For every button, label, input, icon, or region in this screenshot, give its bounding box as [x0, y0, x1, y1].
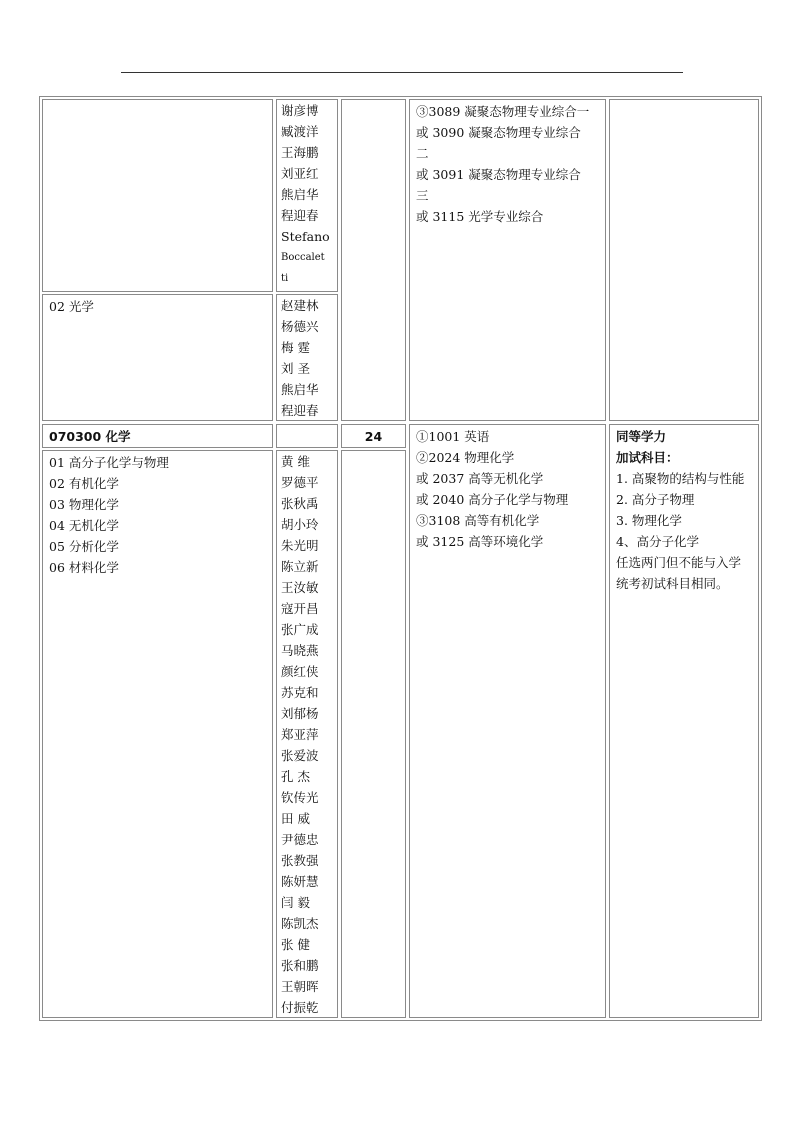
- exam-line: 或 3125 高等环境化学: [416, 534, 544, 549]
- direction-label: 02 有机化学: [49, 476, 119, 491]
- exam-line: 或 3091 凝聚态物理专业综合: [416, 167, 581, 182]
- supervisor-cell-b: [276, 294, 338, 421]
- exam-line: 或 3090 凝聚态物理专业综合: [416, 125, 581, 140]
- supervisor-name: 熊启华: [281, 187, 319, 202]
- supervisor-name: 王海鹏: [281, 145, 319, 160]
- supervisor-name: 赵建林: [281, 298, 319, 313]
- direction-label: 01 高分子化学与物理: [49, 455, 169, 470]
- supervisor-name: 梅 霆: [281, 340, 310, 355]
- remarks-item: 3. 物理化学: [616, 513, 682, 528]
- supervisor-name: 刘郁杨: [281, 706, 319, 721]
- exam-line: ③3089 凝聚态物理专业综合一: [416, 104, 590, 119]
- supervisor-name: 寇开昌: [281, 601, 319, 616]
- supervisor-name: Stefano: [281, 229, 330, 244]
- remarks-item: 2. 高分子物理: [616, 492, 695, 507]
- supervisor-name: 臧渡洋: [281, 124, 319, 139]
- exam-line: ①1001 英语: [416, 429, 490, 444]
- remarks-subtitle: 加试科目：: [616, 450, 679, 465]
- direction-label: 02 光学: [49, 299, 94, 314]
- supervisor-name: 张广成: [281, 622, 319, 637]
- supervisor-name: 程迎春: [281, 208, 319, 223]
- quota-body-empty: [341, 450, 406, 1018]
- supervisor-name: 颜红侠: [281, 664, 319, 679]
- direction-label: 03 物理化学: [49, 497, 119, 512]
- remarks-item: 4、高分子化学: [616, 534, 699, 549]
- exam-cell-c: [409, 424, 606, 1018]
- supervisor-name: 程迎春: [281, 403, 319, 418]
- supervisor-name: 刘亚红: [281, 166, 319, 181]
- supervisor-name: 王汝敏: [281, 580, 319, 595]
- direction-label: 04 无机化学: [49, 518, 119, 533]
- direction-cell-chem: [42, 450, 273, 1018]
- top-rule: [121, 72, 683, 73]
- supervisor-name: 熊启华: [281, 382, 319, 397]
- supervisor-name: 张教强: [281, 853, 319, 868]
- supervisor-name: 罗德平: [281, 475, 319, 490]
- supervisor-name: 张 健: [281, 937, 310, 952]
- remarks-item: 任选两门但不能与入学统考初试科目相同。: [616, 555, 742, 591]
- supervisor-name: 朱光明: [281, 538, 319, 553]
- supervisor-name: 胡小玲: [281, 517, 319, 532]
- supervisor-header-empty: [276, 424, 338, 448]
- program-title-cell: [42, 424, 273, 448]
- supervisor-name: 谢彦博: [281, 103, 319, 118]
- exam-line: ②2024 物理化学: [416, 450, 515, 465]
- supervisor-name: 杨德兴: [281, 319, 319, 334]
- direction-cell-optics: [42, 294, 273, 421]
- supervisor-name: 钦传光: [281, 790, 319, 805]
- exam-line: 或 3115 光学专业综合: [416, 209, 544, 224]
- direction-cell-empty: [42, 99, 273, 292]
- supervisor-cell-c: [276, 450, 338, 1018]
- supervisor-name: Boccalet: [281, 252, 325, 263]
- supervisor-name: 王朝晖: [281, 979, 319, 994]
- exam-line: ③3108 高等有机化学: [416, 513, 540, 528]
- supervisor-name: 孔 杰: [281, 769, 310, 784]
- supervisor-name: 陈立新: [281, 559, 319, 574]
- remarks-cell-c: [609, 424, 759, 1018]
- supervisor-name: 马晓燕: [281, 643, 319, 658]
- supervisor-name: 刘 圣: [281, 361, 310, 376]
- supervisor-name: 张秋禹: [281, 496, 319, 511]
- quota-cell: [341, 424, 406, 448]
- direction-label: 06 材料化学: [49, 560, 119, 575]
- supervisor-name: 郑亚萍: [281, 727, 319, 742]
- supervisor-name: 田 威: [281, 811, 310, 826]
- supervisor-name: 付振乾: [281, 1000, 319, 1015]
- program-title: 070300 化学: [49, 429, 131, 444]
- quota-cell-empty: [341, 99, 406, 421]
- supervisor-name: 陈妍慧: [281, 874, 319, 889]
- supervisor-name: ti: [281, 273, 289, 284]
- exam-cell-a: [409, 99, 606, 421]
- supervisor-name: 尹德忠: [281, 832, 319, 847]
- supervisor-name: 陈凯杰: [281, 916, 319, 931]
- exam-line: 或 2037 高等无机化学: [416, 471, 544, 486]
- supervisor-name: 张和鹏: [281, 958, 319, 973]
- direction-label: 05 分析化学: [49, 539, 119, 554]
- supervisor-name: 苏克和: [281, 685, 319, 700]
- remarks-cell-empty: [609, 99, 759, 421]
- supervisor-cell-a: [276, 99, 338, 292]
- remarks-title: 同等学力: [616, 429, 667, 444]
- exam-line: 二: [416, 146, 429, 161]
- supervisor-name: 闫 毅: [281, 895, 310, 910]
- exam-line: 或 2040 高分子化学与物理: [416, 492, 569, 507]
- quota-value: 24: [364, 429, 383, 444]
- exam-line: 三: [416, 188, 429, 203]
- supervisor-name: 张爱波: [281, 748, 319, 763]
- remarks-item: 1. 高聚物的结构与性能: [616, 471, 745, 486]
- supervisor-name: 黄 维: [281, 454, 310, 469]
